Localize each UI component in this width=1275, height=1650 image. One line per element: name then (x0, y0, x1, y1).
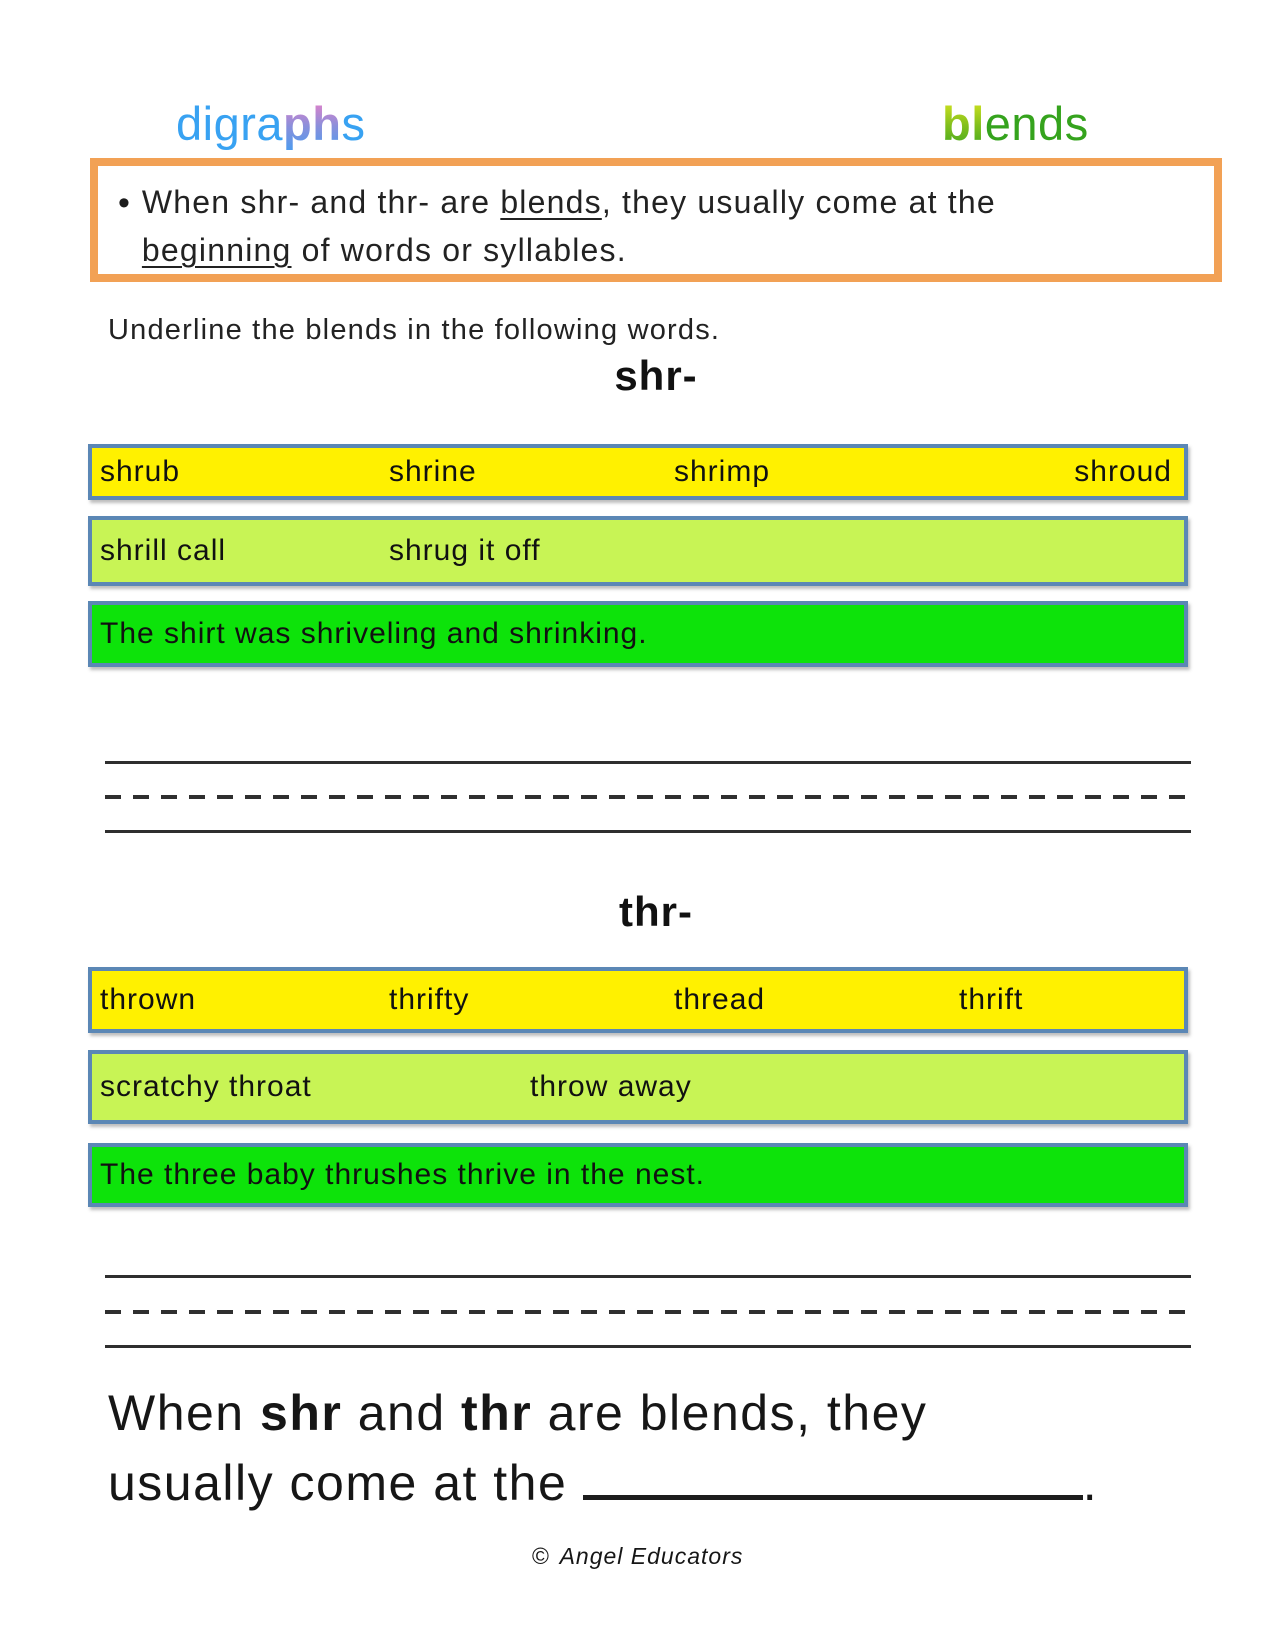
word: shroud (1074, 455, 1172, 488)
phrase: throw away (530, 1070, 692, 1103)
word: shrine (389, 455, 477, 488)
blends-suffix: ends (984, 97, 1089, 150)
text-segment: shr (260, 1385, 343, 1441)
footer-credit (0, 1543, 1275, 1570)
rule-text (142, 178, 996, 274)
bullet-point: • (118, 184, 130, 222)
thr-word-bar (88, 967, 1188, 1033)
text-segment: are blends, they (532, 1385, 928, 1441)
word: thrift (959, 983, 1024, 1016)
writing-line-solid (105, 1345, 1191, 1348)
word: thread (674, 983, 766, 1016)
text-segment: and (342, 1385, 462, 1441)
text-segment: , they usually come at the (601, 184, 996, 220)
word: thrifty (389, 983, 470, 1016)
section-heading-shr: shr- (614, 352, 698, 399)
writing-line-solid (105, 761, 1191, 764)
phrase: scratchy throat (100, 1070, 312, 1103)
instruction-text: Underline the blends in the following words. (108, 314, 721, 346)
digraphs-prefix: digra (176, 97, 284, 150)
fill-in-blank-line (583, 1449, 1083, 1500)
word: thrown (100, 983, 197, 1016)
rule-box (90, 158, 1222, 282)
thr-phrase-bar (88, 1050, 1188, 1124)
digraphs-wordmark (176, 96, 365, 151)
text-segment: thr (461, 1385, 533, 1441)
phrase: shrug it off (389, 534, 541, 567)
text-segment: When shr- and thr- are (141, 184, 501, 220)
copyright-symbol: © (531, 1543, 550, 1569)
sentence: The three baby thrushes thrive in the nest. (100, 1158, 705, 1191)
blends-highlight-bl: bl (942, 97, 985, 150)
writing-line-solid (105, 830, 1191, 833)
digraphs-suffix: s (341, 97, 366, 150)
writing-line-dashed (105, 1310, 1191, 1314)
word: shrimp (674, 455, 771, 488)
sentence: The shirt was shriveling and shrinking. (100, 617, 648, 650)
text-segment: of words or syllables. (291, 232, 627, 268)
thr-sentence-bar (88, 1143, 1188, 1207)
shr-word-bar (88, 444, 1188, 500)
footer-name: Angel Educators (559, 1543, 744, 1569)
writing-line-dashed (105, 795, 1191, 799)
phrase: shrill call (100, 534, 227, 567)
writing-line-solid (105, 1275, 1191, 1278)
text-segment: When (108, 1385, 261, 1441)
blends-wordmark (942, 96, 1089, 151)
text-segment: . (1082, 1455, 1099, 1511)
summary-statement (108, 1378, 1228, 1518)
shr-phrase-bar (88, 516, 1188, 586)
text-segment: blends (500, 184, 602, 220)
shr-sentence-bar (88, 601, 1188, 667)
digraphs-highlight-ph: ph (283, 97, 342, 150)
text-segment: beginning (141, 232, 292, 268)
word: shrub (100, 455, 181, 488)
section-heading-thr: thr- (619, 888, 693, 935)
text-segment: usually come at the (108, 1455, 583, 1511)
